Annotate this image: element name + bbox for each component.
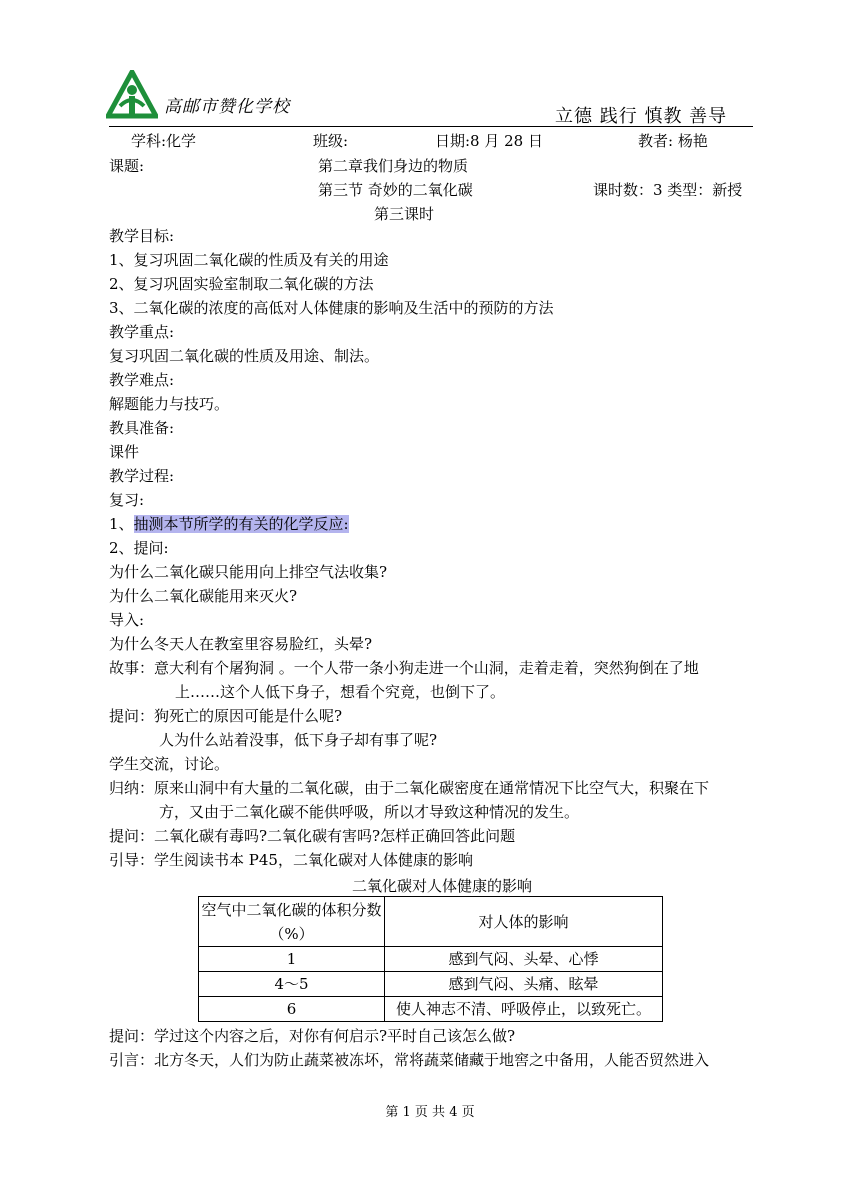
materials-text: 课件 (109, 443, 140, 461)
review-heading: 复习: (109, 491, 145, 509)
story-line-2: 上……这个人低下身子，想看个究竟，也倒下了。 (175, 683, 506, 701)
hours-type: 课时数：3 类型：新授 (593, 181, 743, 199)
table-cell: 4～5 (199, 972, 385, 997)
date-field: 日期:8 月 28 日 (435, 132, 543, 150)
objectives-heading: 教学目标: (109, 227, 175, 245)
review-item-1-number: 1、 (109, 515, 134, 533)
question-insight: 提问：学过这个内容之后，对你有何启示?平时自己该怎么做? (109, 1027, 516, 1045)
table-row (199, 997, 663, 1022)
table-header-row (199, 897, 663, 947)
table-row (199, 947, 663, 972)
school-motto: 立德 践行 慎教 善导 (555, 106, 728, 127)
table-row (199, 972, 663, 997)
intro-heading: 导入: (109, 611, 145, 629)
lead-in-line: 引言：北方冬天，人们为防止蔬菜被冻坏，常将蔬菜储藏于地窖之中备用，人能否贸然进入 (109, 1051, 710, 1069)
section-title: 第三节 奇妙的二氧化碳 (318, 181, 473, 199)
table-caption: 二氧化碳对人体健康的影响 (352, 877, 533, 895)
summary-line-2: 方，又由于二氧化碳不能供呼吸，所以才导致这种情况的发生。 (159, 803, 580, 821)
teacher-field: 教者: 杨艳 (638, 132, 708, 150)
discussion-line: 学生交流，讨论。 (109, 755, 230, 773)
review-item-2: 2、提问: (109, 539, 169, 557)
question-toxic: 提问：二氧化碳有毒吗?二氧化碳有害吗?怎样正确回答此问题 (109, 827, 516, 845)
table-cell: 使人神志不清、呼吸停止，以致死亡。 (385, 997, 663, 1022)
school-logo-icon (106, 70, 158, 120)
intro-question: 为什么冬天人在教室里容易脸红，头晕? (109, 635, 373, 653)
header-divider (109, 126, 753, 127)
table-cell: 6 (199, 997, 385, 1022)
question-dog-2: 人为什么站着没事，低下身子却有事了呢? (159, 731, 438, 749)
period-label: 第三课时 (374, 205, 435, 223)
subject-field: 学科:化学 (131, 132, 197, 150)
difficulty-text: 解题能力与技巧。 (109, 395, 230, 413)
question-dog-1: 提问：狗死亡的原因可能是什么呢? (109, 707, 343, 725)
class-field: 班级: (313, 132, 349, 150)
guide-line: 引导：学生阅读书本 P45，二氧化碳对人体健康的影响 (109, 851, 473, 869)
topic-label: 课题: (109, 157, 145, 175)
objective-3: 3、二氧化碳的浓度的高低对人体健康的影响及生活中的预防的方法 (109, 299, 554, 317)
story-line-1: 故事：意大利有个屠狗洞 。一个人带一条小狗走进一个山洞，走着走着，突然狗倒在了地 (109, 659, 699, 677)
table-header-cell: 对人体的影响 (385, 897, 663, 947)
question-2: 为什么二氧化碳能用来灭火? (109, 587, 298, 605)
question-1: 为什么二氧化碳只能用向上排空气法收集? (109, 563, 388, 581)
process-heading: 教学过程: (109, 467, 175, 485)
chapter-title: 第二章我们身边的物质 (318, 157, 469, 175)
key-points-text: 复习巩固二氧化碳的性质及用途、制法。 (109, 347, 380, 365)
materials-heading: 教具准备: (109, 419, 175, 437)
difficulty-heading: 教学难点: (109, 371, 175, 389)
objective-1: 1、复习巩固二氧化碳的性质及有关的用途 (109, 251, 389, 269)
table-cell: 感到气闷、头晕、心悸 (385, 947, 663, 972)
highlighted-text: 抽测本节所学的有关的化学反应: (133, 515, 349, 533)
co2-effects-table (198, 896, 663, 1022)
summary-line-1: 归纳：原来山洞中有大量的二氧化碳，由于二氧化碳密度在通常情况下比空气大，积聚在下 (109, 779, 710, 797)
table-cell: 感到气闷、头痛、眩晕 (385, 972, 663, 997)
objective-2: 2、复习巩固实验室制取二氧化碳的方法 (109, 275, 374, 293)
school-name: 高邮市赞化学校 (164, 97, 290, 117)
page-footer: 第 1 页 共 4 页 (385, 1105, 475, 1120)
table-cell: 1 (199, 947, 385, 972)
key-points-heading: 教学重点: (109, 323, 175, 341)
table-header-cell: 空气中二氧化碳的体积分数（%） (199, 897, 385, 947)
review-item-1 (109, 515, 349, 533)
